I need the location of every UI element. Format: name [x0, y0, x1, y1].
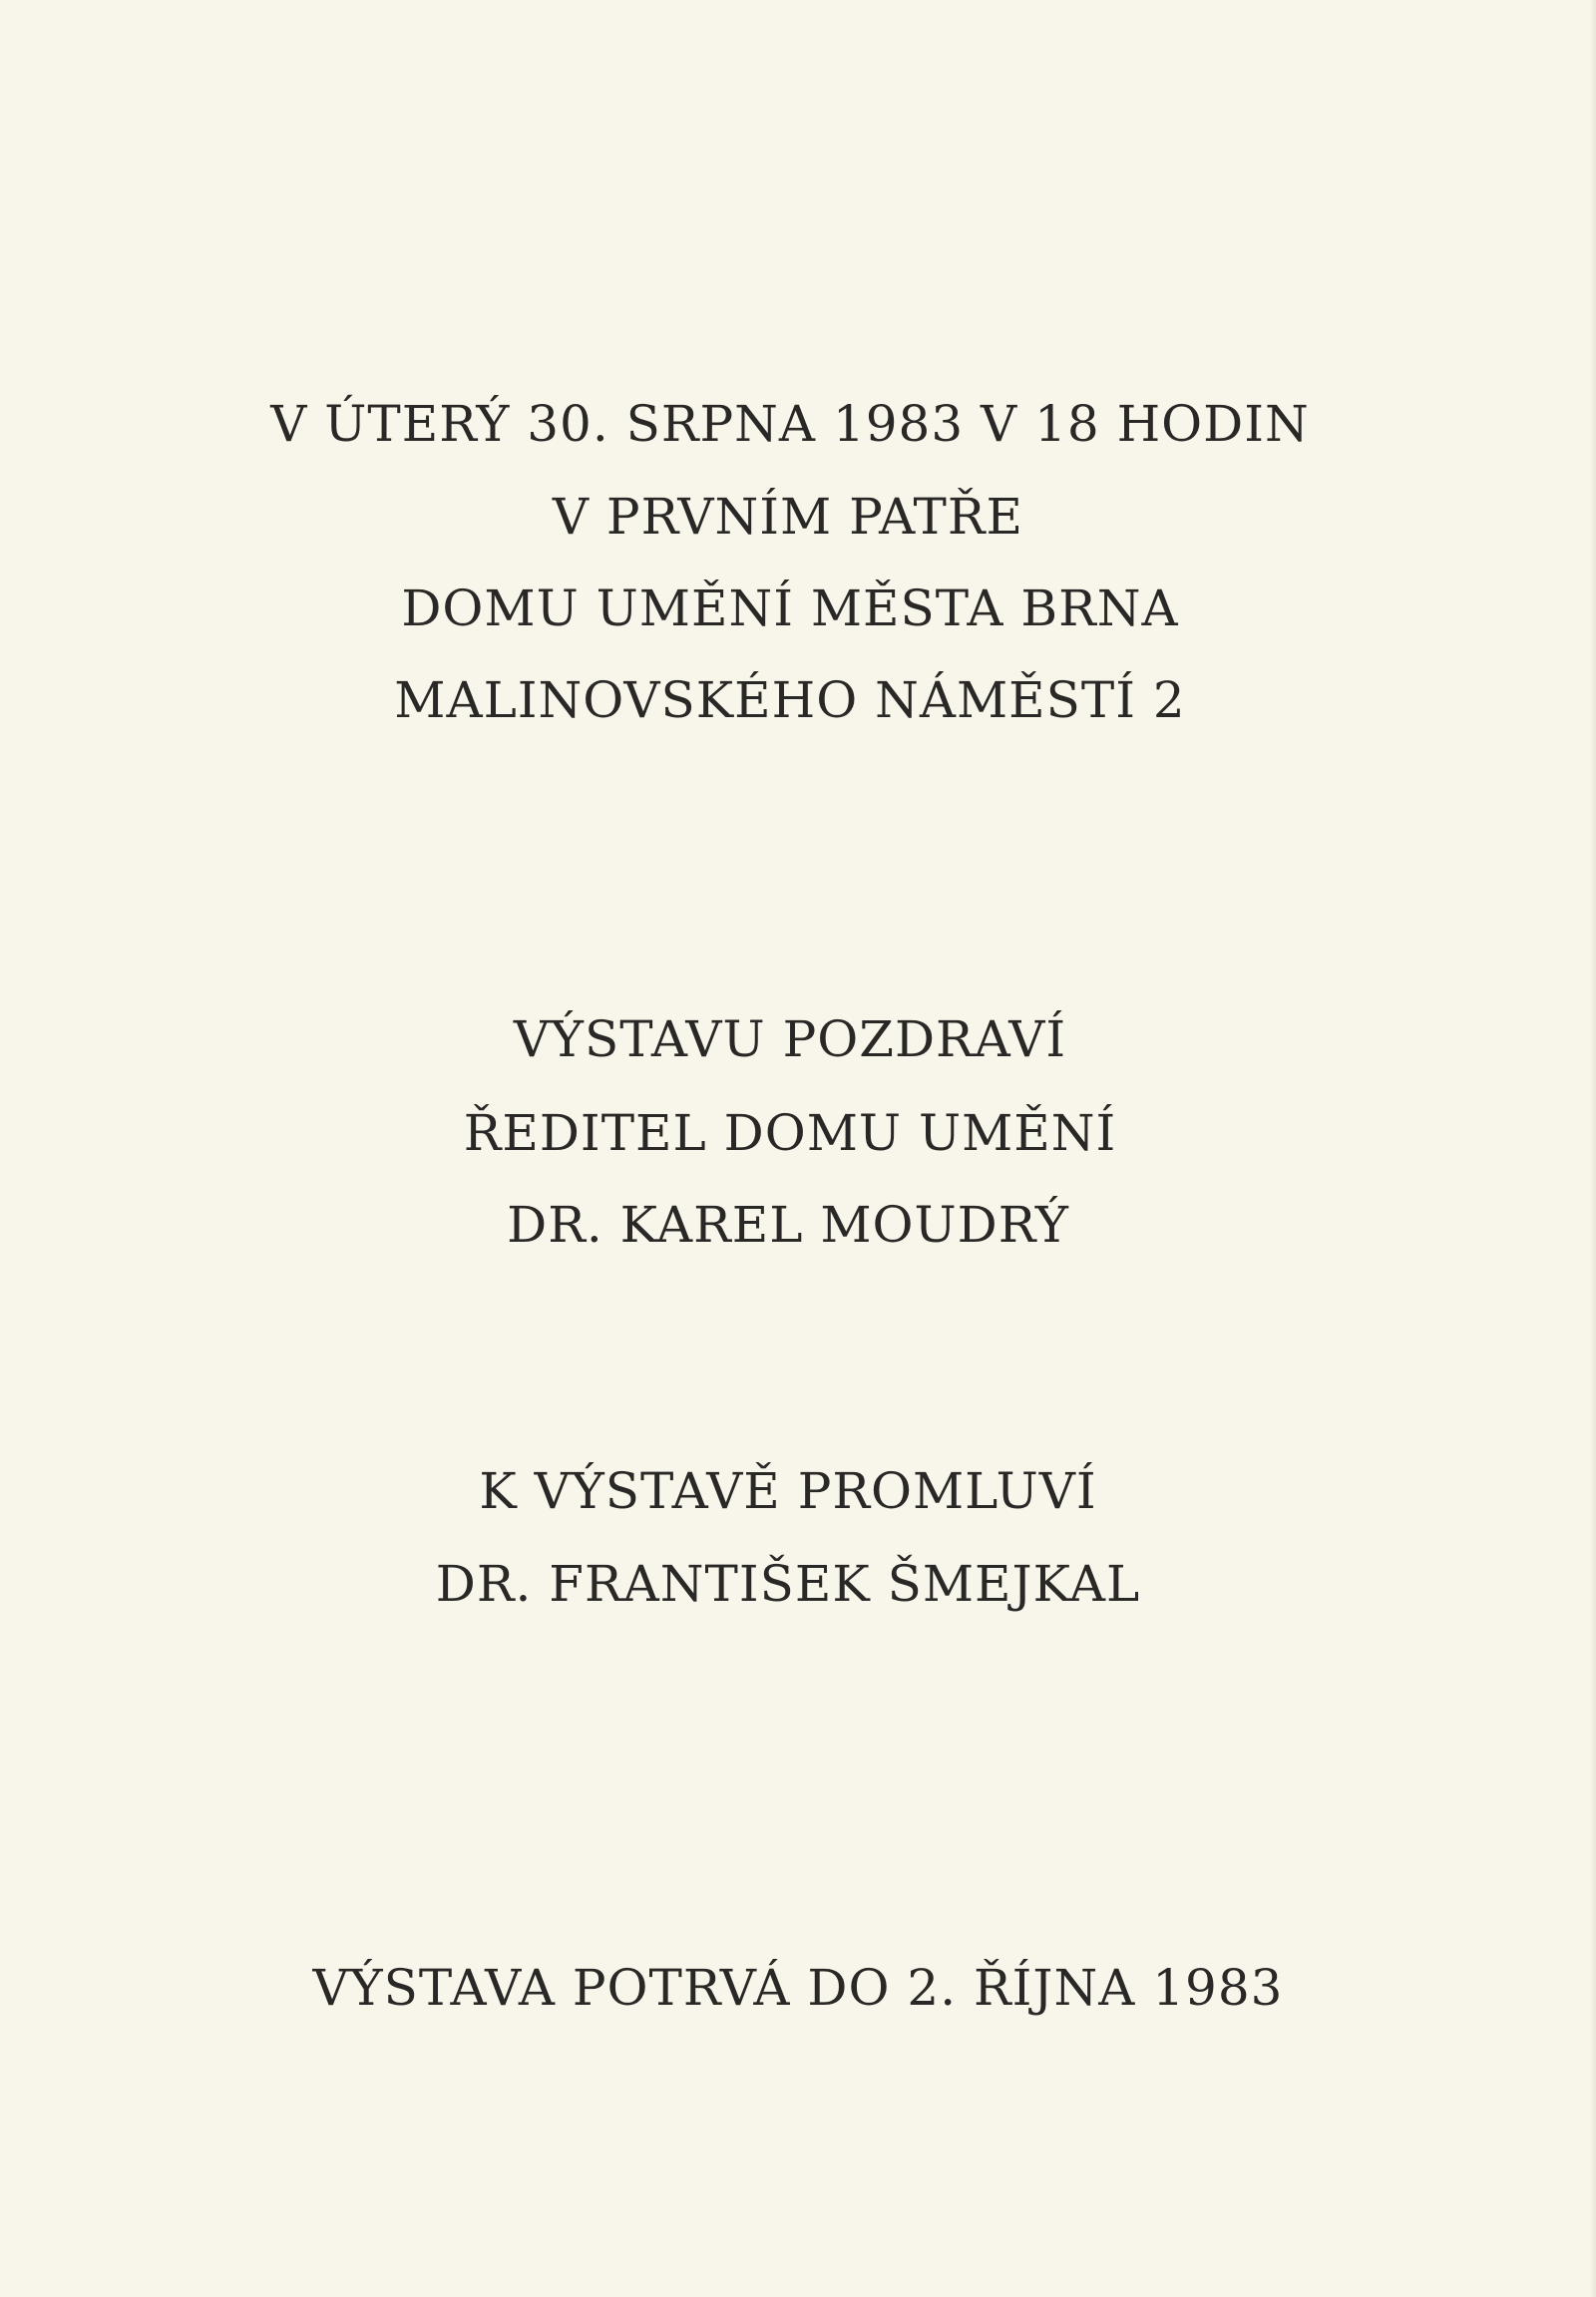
opening-floor: V PRVNÍM PATŘE — [552, 488, 1024, 546]
opening-venue: DOMU UMĚNÍ MĚSTA BRNA — [401, 579, 1179, 637]
paper-edge — [1590, 0, 1596, 2297]
speech-name: DR. FRANTIŠEK ŠMEJKAL — [435, 1555, 1141, 1613]
speech-title: K VÝSTAVĚ PROMLUVÍ — [479, 1462, 1097, 1520]
greeting-title: VÝSTAVU POZDRAVÍ — [513, 1010, 1067, 1068]
greeting-role: ŘEDITEL DOMU UMĚNÍ — [463, 1104, 1117, 1162]
opening-date-time: V ÚTERÝ 30. SRPNA 1983 V 18 HODIN — [270, 395, 1310, 453]
exhibition-duration: VÝSTAVA POTRVÁ DO 2. ŘÍJNA 1983 — [312, 1959, 1284, 2017]
greeting-name: DR. KAREL MOUDRÝ — [507, 1196, 1069, 1254]
opening-address: MALINOVSKÉHO NÁMĚSTÍ 2 — [394, 671, 1186, 729]
